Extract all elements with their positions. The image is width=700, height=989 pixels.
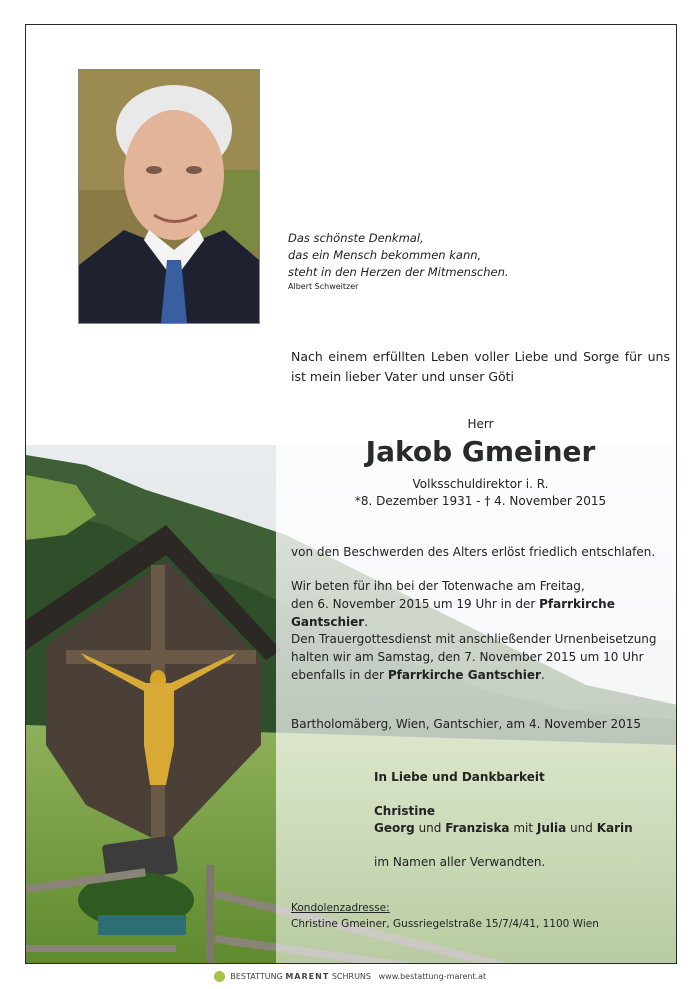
footer-location: SCHRUNS [331, 972, 371, 981]
wake-line-2 [291, 595, 676, 631]
service-text: ebenfalls in der [291, 668, 388, 682]
place-date: Bartholomäberg, Wien, Gantschier, am 4. November 2015 [291, 717, 642, 731]
footer-brand-prefix: BESTATTUNG [230, 972, 283, 981]
footer-url[interactable]: www.bestattung-marent.at [378, 972, 487, 981]
quote-author: Albert Schweitzer [288, 282, 359, 291]
leaf-logo-icon [214, 971, 225, 982]
signature-family [374, 819, 633, 837]
signature-name: Julia [536, 821, 567, 835]
condolence-block [291, 900, 599, 932]
service-notice [291, 630, 676, 684]
service-end: . [540, 668, 545, 682]
quote-line: das ein Mensch bekommen kann, [288, 248, 482, 262]
service-church: Pfarrkirche Gantschier [387, 668, 541, 682]
service-line-3 [291, 666, 676, 684]
deceased-dates: *8. Dezember 1931 - † 4. November 2015 [354, 494, 607, 508]
condolence-label: Kondolenzadresse: [291, 902, 390, 914]
conjunction: und [566, 821, 597, 835]
intro-text: Nach einem erfüllten Leben voller Liebe und Sorge für uns ist mein lieber Vater und unser Göti [291, 349, 670, 384]
quote-line: Das schönste Denkmal, [288, 231, 424, 245]
portrait-photo [78, 69, 260, 324]
passing-text: von den Beschwerden des Alters erlöst friedlich entschlafen. [291, 545, 656, 559]
wake-notice [291, 577, 676, 631]
wake-end: . [364, 615, 369, 629]
condolence-address: Christine Gmeiner, Gussriegelstraße 15/7/4/41, 1100 Wien [291, 918, 599, 930]
quote-line: steht in den Herzen der Mitmenschen. [288, 265, 509, 279]
text-panel-overlay [276, 445, 677, 964]
signature-name: Christine [374, 804, 436, 818]
relatives-note: im Namen aller Verwandten. [374, 855, 546, 869]
conjunction: und [414, 821, 446, 835]
signature-name: Karin [596, 821, 633, 835]
service-line: halten wir am Samstag, den 7. November 2015 um 10 Uhr [291, 650, 644, 664]
footer-brand: MARENT [285, 972, 330, 981]
wake-church: Pfarrkirche Gantschier [291, 597, 615, 629]
deceased-title: Volksschuldirektor i. R. [412, 477, 549, 491]
wake-text: den 6. November 2015 um 19 Uhr in der [291, 597, 540, 611]
quote-block [288, 230, 668, 293]
signature-name: Franziska [445, 821, 510, 835]
signature-name: Georg [374, 821, 415, 835]
obituary-frame [25, 24, 677, 964]
signature-heading: In Liebe und Dankbarkeit [374, 770, 545, 784]
wake-line: Wir beten für ihn bei der Totenwache am Freitag, [291, 579, 585, 593]
service-line: Den Trauergottesdienst mit anschließender Urnenbeisetzung [291, 632, 657, 646]
footer [0, 964, 700, 989]
deceased-name: Jakob Gmeiner [365, 435, 596, 468]
salutation: Herr [467, 417, 494, 431]
conjunction: mit [509, 821, 537, 835]
